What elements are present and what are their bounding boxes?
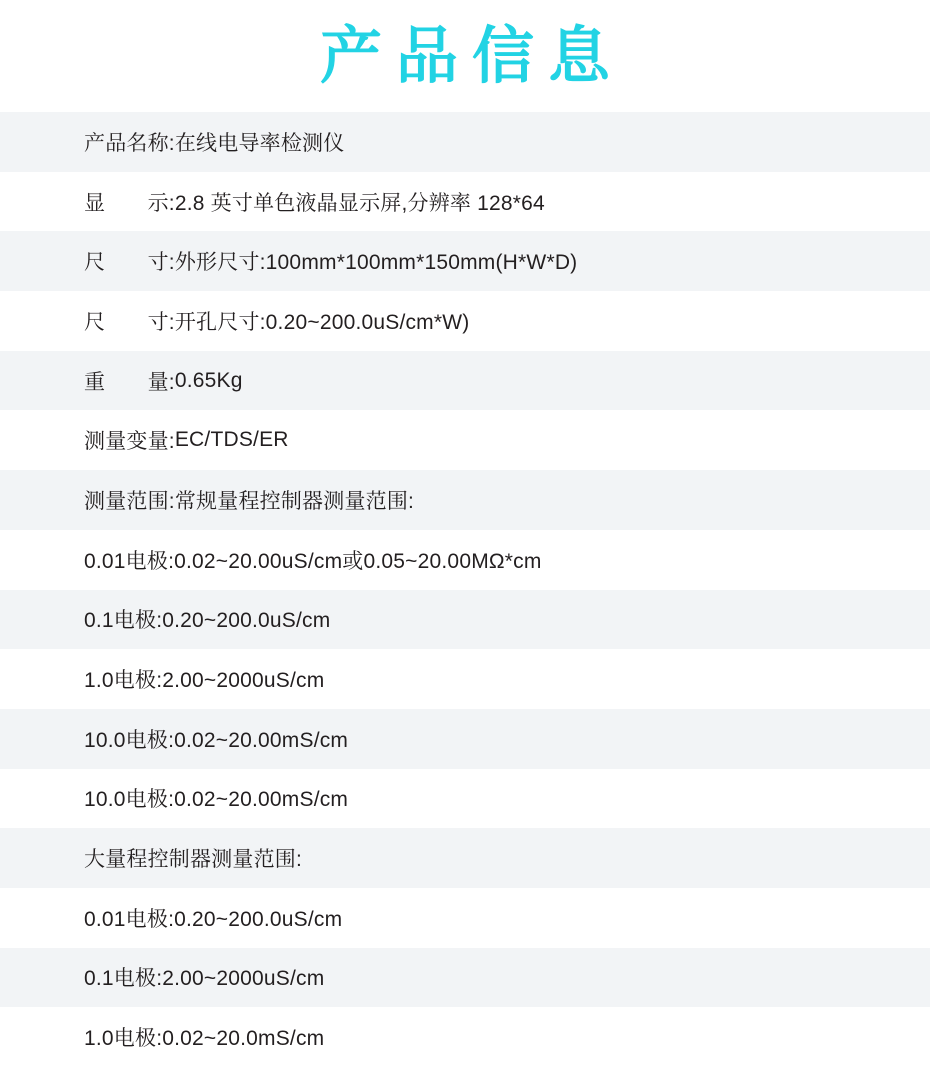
spec-value: 外形尺寸:100mm*100mm*150mm(H*W*D) — [174, 251, 578, 275]
spec-row — [0, 769, 930, 829]
spec-label: 重 量: — [84, 370, 175, 394]
spec-row — [0, 649, 930, 709]
spec-label: 显 示: — [84, 191, 175, 215]
spec-row — [0, 948, 930, 1008]
spec-row — [0, 351, 930, 411]
spec-row — [0, 470, 930, 530]
spec-row — [0, 231, 930, 291]
spec-value: 0.1电极:0.20~200.0uS/cm — [84, 609, 331, 633]
spec-row — [0, 1007, 930, 1067]
spec-row — [0, 112, 930, 172]
spec-row — [0, 530, 930, 590]
spec-value: 0.01电极:0.02~20.00uS/cm或0.05~20.00MΩ*cm — [84, 549, 542, 573]
spec-value: 0.01电极:0.20~200.0uS/cm — [84, 907, 343, 931]
spec-value: 0.65Kg — [174, 368, 243, 392]
spec-label: 产品名称: — [84, 131, 175, 155]
spec-label: 测量范围: — [84, 489, 175, 513]
spec-value: 10.0电极:0.02~20.00mS/cm — [84, 788, 349, 812]
spec-value: 大量程控制器测量范围: — [84, 848, 303, 872]
spec-value: 开孔尺寸:0.20~200.0uS/cm*W) — [174, 310, 470, 334]
spec-row — [0, 291, 930, 351]
spec-value: 10.0电极:0.02~20.00mS/cm — [84, 728, 349, 752]
spec-value: 0.1电极:2.00~2000uS/cm — [84, 967, 325, 991]
spec-row — [0, 590, 930, 650]
spec-row — [0, 888, 930, 948]
spec-label: 尺 寸: — [84, 310, 175, 334]
spec-row — [0, 410, 930, 470]
spec-value: 常规量程控制器测量范围: — [174, 489, 415, 513]
page-title: 产品信息 — [319, 19, 624, 92]
spec-row — [0, 828, 930, 888]
spec-label: 尺 寸: — [84, 251, 175, 275]
spec-value: 在线电导率检测仪 — [174, 131, 345, 155]
spec-label: 测量变量: — [84, 430, 175, 454]
spec-row — [0, 709, 930, 769]
spec-table — [0, 112, 930, 1067]
spec-value: 1.0电极:0.02~20.0mS/cm — [84, 1027, 325, 1051]
spec-row — [0, 172, 930, 232]
spec-value: 2.8 英寸单色液晶显示屏,分辨率 128*64 — [174, 191, 545, 215]
page-title-bar — [0, 0, 930, 112]
spec-value: 1.0电极:2.00~2000uS/cm — [84, 669, 325, 693]
spec-value: EC/TDS/ER — [174, 428, 289, 452]
